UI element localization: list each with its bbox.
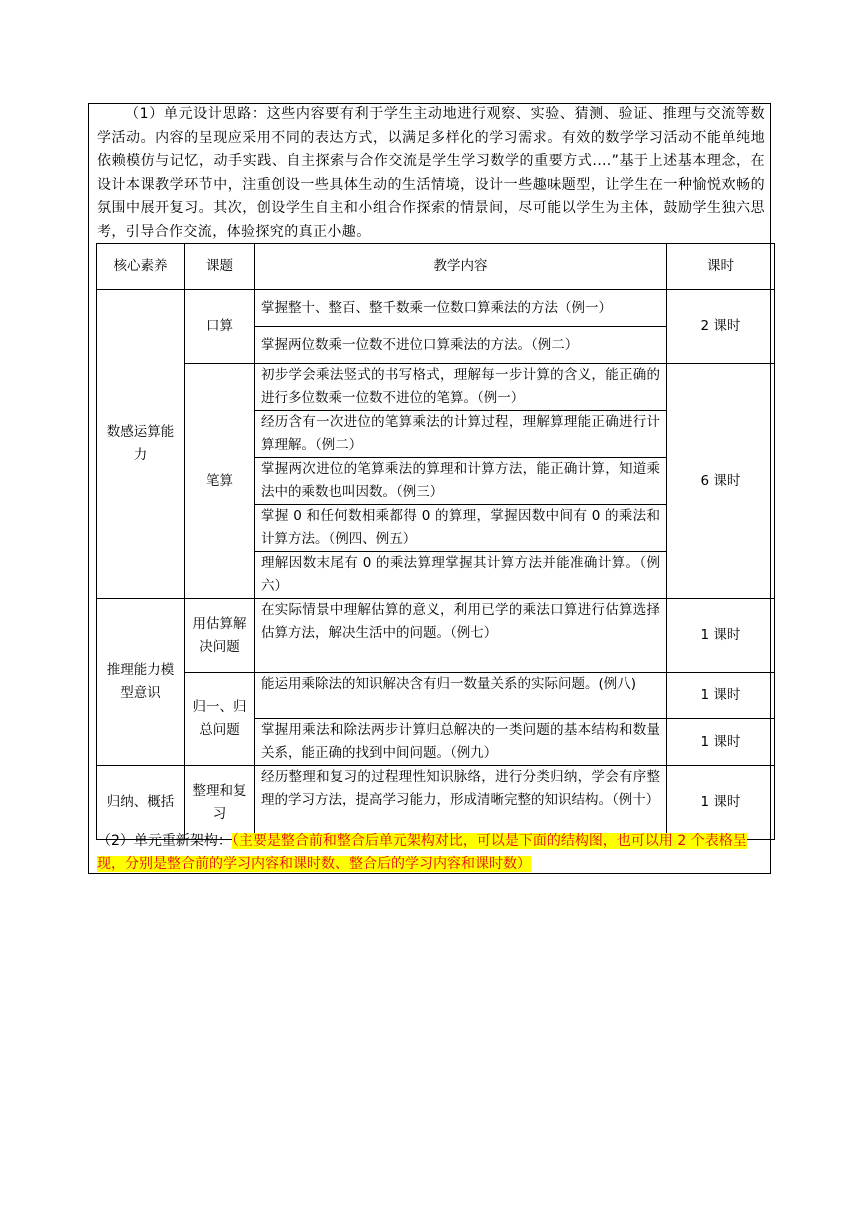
header-content: 教学内容 xyxy=(255,244,667,290)
content-cell: 经历含有一次进位的笔算乘法的计算过程，理解算理能正确进行计算理解。（例二） xyxy=(255,411,667,458)
content-cell: 掌握整十、整百、整千数乘一位数口算乘法的方法（例一） xyxy=(255,290,667,327)
group-number-sense: 数感运算能力 xyxy=(97,290,185,599)
content-cell: 掌握用乘法和除法两步计算归总解决的一类问题的基本结构和数量关系，能正确的找到中间问题。（例九） xyxy=(255,719,667,766)
hours-unitary-b: 1 课时 xyxy=(667,719,775,766)
hours-review: 1 课时 xyxy=(667,766,775,840)
content-cell: 在实际情景中理解估算的意义，利用已学的乘法口算进行估算选择估算方法，解决生活中的问题。（例七） xyxy=(255,599,667,673)
curriculum-table xyxy=(96,243,775,840)
topic-estimation: 用估算解决问题 xyxy=(185,599,255,673)
hours-oral-calc: 2 课时 xyxy=(667,290,775,364)
hours-unitary-a: 1 课时 xyxy=(667,673,775,719)
topic-written-calc: 笔算 xyxy=(185,364,255,599)
restructure-note-highlight: （主要是整合前和整合后单元架构对比，可以是下面的结构图，也可以用 2 个表格呈现，分别是整合前的学习内容和课时数、整合后的学习内容和课时数） xyxy=(97,833,747,872)
table-row xyxy=(97,766,775,840)
hours-written-calc: 6 课时 xyxy=(667,364,775,599)
hours-estimation: 1 课时 xyxy=(667,599,775,673)
table-header-row xyxy=(97,244,775,290)
topic-oral-calc: 口算 xyxy=(185,290,255,364)
table-row xyxy=(97,364,775,411)
restructure-label: （2）单元重新架构： xyxy=(97,833,232,849)
table-row xyxy=(97,673,775,719)
topic-review: 整理和复习 xyxy=(185,766,255,840)
unit-restructure-section xyxy=(97,830,771,875)
content-cell: 掌握两位数乘一位数不进位口算乘法的方法。（例二） xyxy=(255,327,667,364)
intro-section xyxy=(97,103,765,244)
content-cell: 理解因数末尾有 0 的乘法算理掌握其计算方法并能准确计算。（例六） xyxy=(255,552,667,599)
header-hours: 课时 xyxy=(667,244,775,290)
content-cell: 掌握 0 和任何数相乘都得 0 的算理，掌握因数中间有 0 的乘法和计算方法。（例四、例五） xyxy=(255,505,667,552)
content-cell: 经历整理和复习的过程理性知识脉络，进行分类归纳，学会有序整理的学习方法，提高学习能力，形成清晰完整的知识结构。（例十） xyxy=(255,766,667,840)
content-cell: 能运用乘除法的知识解决含有归一数量关系的实际问题。(例八) xyxy=(255,673,667,719)
content-cell: 初步学会乘法竖式的书写格式，理解每一步计算的含义，能正确的进行多位数乘一位数不进位的笔算。（例一） xyxy=(255,364,667,411)
table-row xyxy=(97,290,775,327)
topic-unitary: 归一、归总问题 xyxy=(185,673,255,766)
group-induction: 归纳、概括 xyxy=(97,766,185,840)
header-topic: 课题 xyxy=(185,244,255,290)
table-row xyxy=(97,599,775,673)
intro-paragraph: （1）单元设计思路：这些内容要有利于学生主动地进行观察、实验、猜测、验证、推理与交流等数学活动。内容的呈现应采用不同的表达方式，以满足多样化的学习需求。有效的数学学习活动不能单纯地依赖模仿与记忆，动手实践、自主探索与合作交流是学生学习数学的重要方式.…”基于上述基本理念，在设计本课教学环节中，注重创设一些具体生动的生活情境，设计一些趣味题型，让学生在一种愉悦欢畅的氛围中展开复习。其次，创设学生自主和小组合作探索的情景间，尽可能以学生为主体，鼓励学生独六思考，引导合作交流，体验探究的真正小趣。 xyxy=(97,106,765,240)
content-cell: 掌握两次进位的笔算乘法的算理和计算方法，能正确计算，知道乘法中的乘数也叫因数。（例三） xyxy=(255,458,667,505)
group-reasoning: 推理能力模型意识 xyxy=(97,599,185,766)
header-core-literacy: 核心素养 xyxy=(97,244,185,290)
